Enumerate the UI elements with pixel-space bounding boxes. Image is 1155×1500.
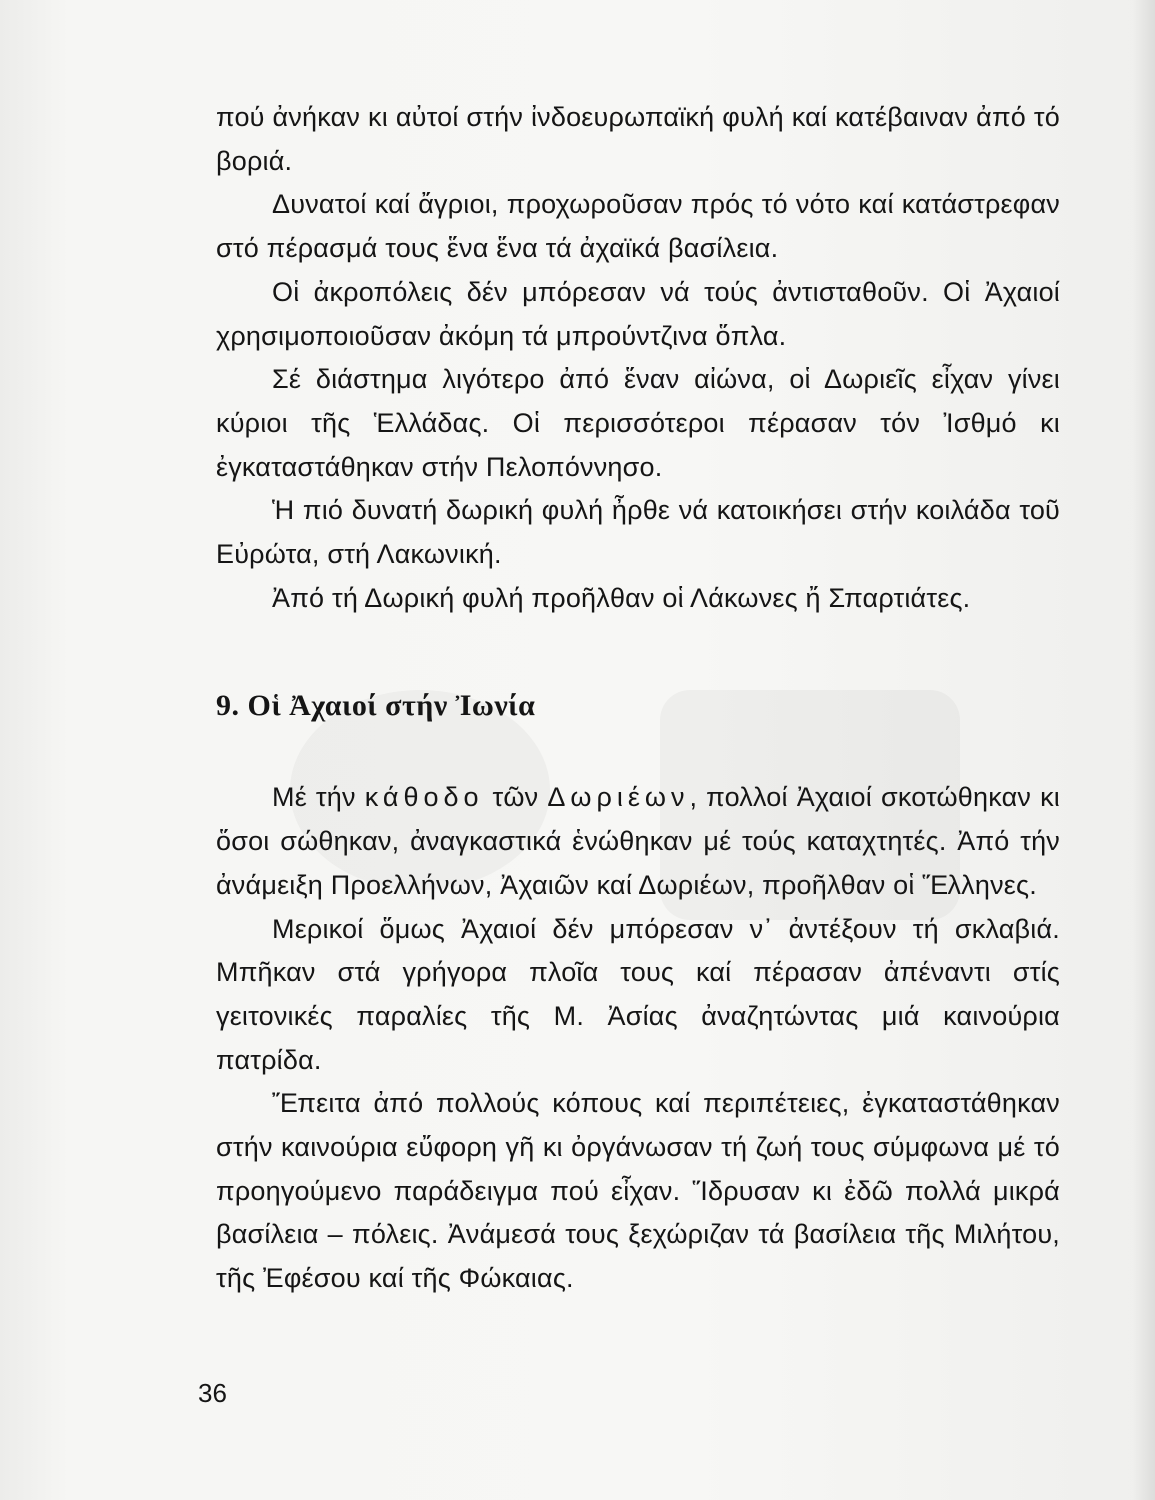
section-heading: 9. Οἱ Ἀχαιοί στήν Ἰωνία — [216, 689, 536, 723]
paragraph: πού ἀνήκαν κι αὐτοί στήν ἰνδοευρωπαϊκή φυλή καί κατέβαιναν ἀπό τό βοριά. — [216, 102, 1060, 176]
paragraph: Ἔπειτα ἀπό πολλούς κόπους καί περιπέτειες, ἐγκαταστάθηκαν στήν καινούρια εὔφορη γῆ κι ὀργάνωσαν τή ζωή τους σύμφωνα μέ τό προηγούμενο παράδειγμα πού εἶχαν. Ἵδρυσαν κι ἐδῶ πολλά μικρά βασίλεια – πόλεις. Ἀνάμεσά τους ξεχώριζαν τά βασίλεια τῆς Μιλήτου, τῆς Ἐφέσου καί τῆς Φώκαιας. — [216, 1088, 1060, 1294]
paragraph — [216, 776, 1060, 907]
emphasized-term: κάθοδο — [364, 782, 484, 813]
emphasized-term: Δωριέων — [547, 782, 690, 813]
paragraph: Ἀπό τή Δωρική φυλή προῆλθαν οἱ Λάκωνες ἤ Σπαρτιάτες. — [272, 582, 971, 613]
paragraph: Οἱ ἀκροπόλεις δέν μπόρεσαν νά τούς ἀντισταθοῦν. Οἱ Ἀχαιοί χρησιμοποιοῦσαν ἀκόμη τά μπρούντζινα ὅπλα. — [216, 276, 1060, 351]
paragraph: Δυνατοί καί ἄγριοι, προχωροῦσαν πρός τό νότο καί κατάστρεφαν στό πέρασμά τους ἕνα ἕνα τά ἀχαϊκά βασίλεια. — [216, 189, 1060, 264]
page-edge-shadow — [1133, 0, 1155, 1500]
text-body — [216, 96, 1060, 1301]
paragraph-text: , πολλοί Ἀχαιοί σκοτώθηκαν κι ὅσοι σώθηκαν, ἀναγκαστικά ἑνώθηκαν μέ τούς καταχτητές. Ἀπό τήν ἀνάμειξη Προελλήνων, Ἀχαιῶν καί Δωριέων, προῆλθαν οἱ Ἕλληνες. — [216, 782, 1060, 900]
paragraph: Μερικοί ὅμως Ἀχαιοί δέν μπόρεσαν ν᾿ ἀντέξουν τή σκλαβιά. Μπῆκαν στά γρήγορα πλοῖα τους καί πέρασαν ἀπέναντι στίς γειτονικές παραλίες τῆς Μ. Ἀσίας ἀναζητώντας μιά καινούρια πατρίδα. — [216, 913, 1060, 1075]
paragraph: Σέ διάστημα λιγότερο ἀπό ἕναν αἰώνα, οἱ Δωριεῖς εἶχαν γίνει κύριοι τῆς Ἑλλάδας. Οἱ περισσότεροι πέρασαν τόν Ἰσθμό κι ἐγκαταστάθηκαν στήν Πελοπόννησο. — [216, 364, 1060, 482]
paragraph: Ἡ πιό δυνατή δωρική φυλή ἦρθε νά κατοικήσει στήν κοιλάδα τοῦ Εὐρώτα, στή Λακωνική. — [216, 495, 1060, 570]
page-number: 36 — [198, 1378, 227, 1408]
paragraph-text: Μέ τήν — [272, 782, 365, 813]
paragraph-text: τῶν — [483, 782, 548, 813]
